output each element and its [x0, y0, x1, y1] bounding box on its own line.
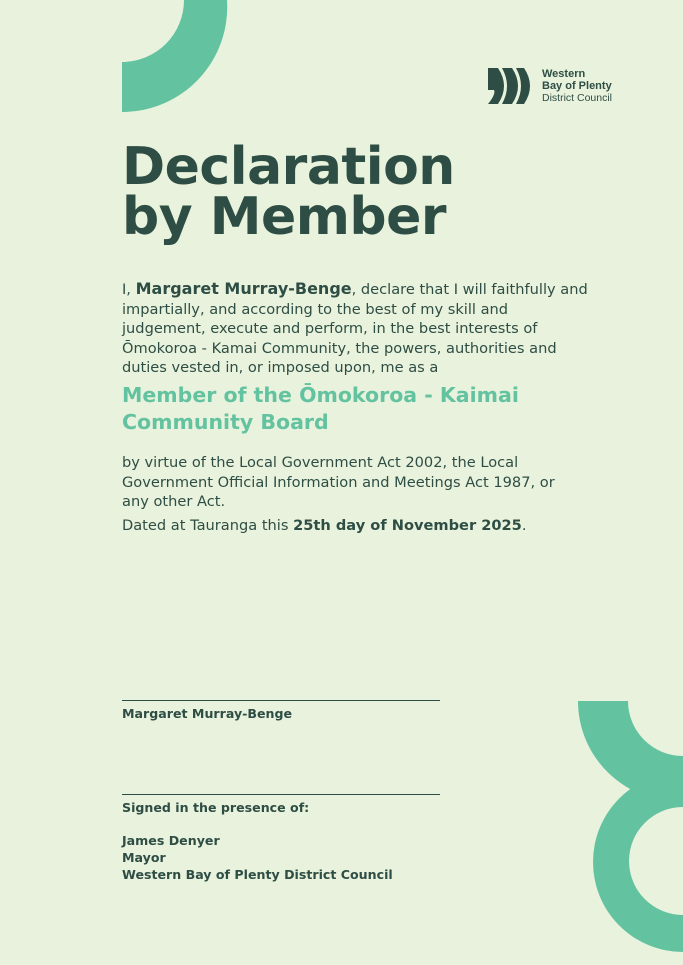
council-logo — [486, 66, 612, 106]
member-name: Margaret Murray-Benge — [135, 279, 352, 298]
wbop-chevron-logo-icon — [486, 66, 536, 106]
logo-line-3: District Council — [542, 92, 613, 104]
role-line-2: Community Board — [122, 410, 329, 434]
witness-label: Signed in the presence of: — [122, 800, 310, 815]
dated-prefix: Dated at Tauranga this — [122, 517, 294, 534]
page-title — [122, 137, 455, 247]
member-signature-name: Margaret Murray-Benge — [122, 706, 293, 721]
decorative-arc-bottom — [560, 690, 683, 965]
witness-signature-line — [122, 794, 440, 795]
declaration-paragraph — [122, 279, 592, 378]
witness-title: Mayor — [122, 850, 166, 865]
dated-line — [122, 516, 526, 536]
dated-suffix: . — [521, 517, 527, 534]
virtue-paragraph: by virtue of the Local Government Act 2002, the Local Government Official Information and Meetings Act 1987, or any other Act. — [122, 454, 555, 511]
role-line-1: Member of the Ōmokoroa - Kaimai — [122, 383, 519, 407]
title-line-2: by Member — [122, 187, 447, 247]
witness-organisation: Western Bay of Plenty District Council — [122, 867, 393, 882]
logo-line-1: Western — [542, 68, 586, 80]
role-heading — [122, 382, 602, 436]
witness-name: James Denyer — [122, 833, 220, 848]
declaration-prefix: I, — [122, 281, 136, 298]
logo-wordmark — [542, 68, 612, 104]
dated-date: 25th day of November 2025 — [293, 517, 522, 534]
witness-block — [122, 832, 393, 883]
member-signature-line — [122, 700, 440, 701]
logo-line-2: Bay of Plenty — [542, 80, 612, 92]
declaration-text: , declare that I will faithfully and impartially, and according to the best of my skill and judgement, execute and perform, in the best interests of Ōmokoroa - Kamai Community, the powers, authorities and duties vested in, or imposed upon, me as a — [122, 281, 588, 377]
decorative-arc-top — [0, 0, 240, 120]
title-line-1: Declaration — [122, 137, 455, 197]
